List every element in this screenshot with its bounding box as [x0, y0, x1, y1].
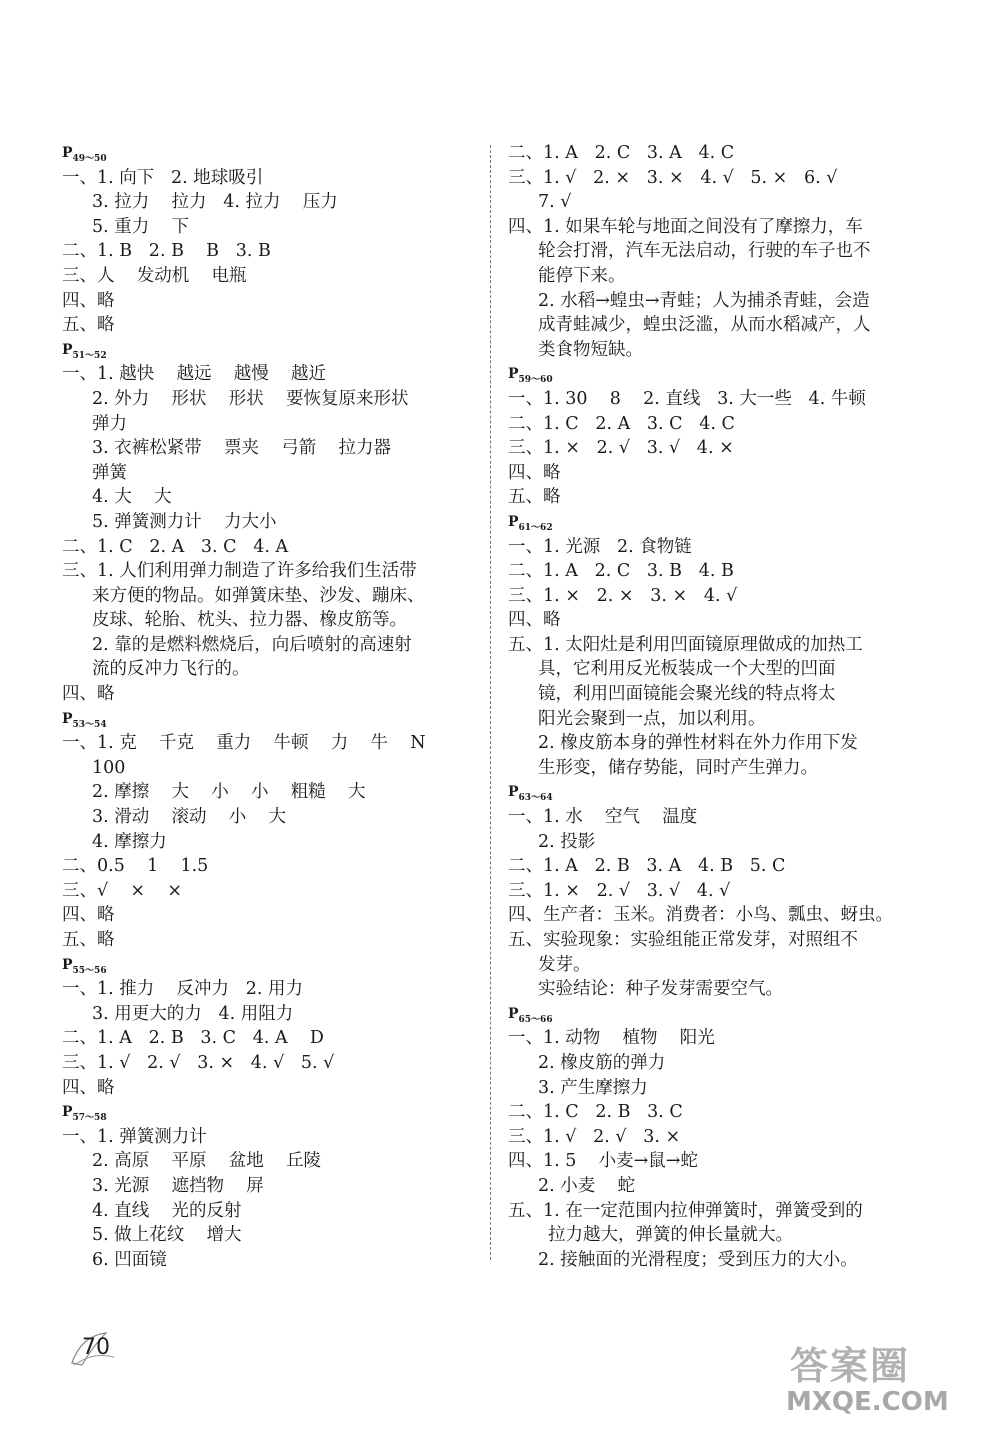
- answer-line: 三、1. × 2. √ 3. √ 4. ×: [508, 438, 734, 459]
- answer-line: 类食物短缺。: [538, 339, 643, 360]
- section-heading-range: 61～62: [518, 522, 553, 533]
- answer-line: 生形变，储存势能，同时产生弹力。: [538, 757, 818, 778]
- answer-line: 五、略: [62, 315, 115, 336]
- answer-line: 3. 拉力 拉力 4. 拉力 压力: [92, 192, 338, 213]
- watermark: [786, 1335, 990, 1435]
- section-heading-range: 51～52: [72, 350, 107, 361]
- answer-line: 一、1. 光源 2. 食物链: [508, 536, 692, 557]
- answer-line: 三、√ × ×: [62, 880, 182, 901]
- section-heading: [508, 1002, 918, 1027]
- answer-line: 一、1. 向下 2. 地球吸引: [62, 167, 264, 188]
- answer-line: 3. 滑动 滚动 小 大: [92, 807, 287, 828]
- answer-line: 2. 橡皮筋本身的弹性材料在外力作用下发: [538, 733, 858, 754]
- answer-line: 二、1. A 2. B 3. C 4. A D: [62, 1028, 324, 1049]
- answer-line: 来方便的物品。如弹簧床垫、沙发、蹦床、: [92, 585, 425, 606]
- section-heading-letter: P: [62, 1104, 73, 1121]
- answer-line: 一、1. 克 千克 重力 牛顿 力 牛 N: [62, 733, 426, 754]
- answer-line: 五、1. 在一定范围内拉伸弹簧时，弹簧受到的: [508, 1200, 863, 1221]
- right-answer-column: [508, 141, 918, 1272]
- section-heading: [508, 780, 918, 805]
- answer-line: 一、1. 弹簧测力计: [62, 1126, 207, 1147]
- section-heading: [62, 338, 472, 363]
- answer-line: 拉力越大，弹簧的伸长量就大。: [548, 1225, 793, 1246]
- answer-line: 三、1. √ 2. × 3. × 4. √ 5. × 6. √: [508, 167, 838, 188]
- answer-line: 能停下来。: [538, 265, 626, 286]
- answer-line: 五、实验现象：实验组能正常发芽，对照组不: [508, 930, 858, 950]
- column-divider: [490, 145, 491, 1260]
- answer-line: 二、1. A 2. C 3. A 4. C: [508, 143, 735, 163]
- answer-line: 四、1. 5 小麦→鼠→蛇: [508, 1151, 698, 1172]
- answer-line: 5. 做上花纹 增大: [92, 1225, 242, 1246]
- section-heading-range: 53～54: [72, 719, 107, 730]
- answer-line: 4. 直线 光的反射: [92, 1200, 242, 1221]
- answer-line: 三、人 发动机 电瓶: [62, 265, 247, 286]
- answer-line: 2. 靠的是燃料燃烧后，向后喷射的高速射: [92, 634, 412, 655]
- answer-line: 2. 水稻→蝗虫→青蛙；人为捕杀青蛙，会造: [538, 290, 870, 311]
- section-heading-letter: P: [62, 145, 73, 161]
- answer-line: 4. 摩擦力: [92, 831, 167, 852]
- section-heading: [62, 141, 472, 166]
- answer-line: 二、0.5 1 1.5: [62, 856, 209, 877]
- answer-line: 100: [92, 757, 126, 778]
- answer-line: 5. 弹簧测力计 力大小: [92, 511, 277, 532]
- answer-line: 2. 小麦 蛇: [538, 1175, 636, 1196]
- answer-line: 四、略: [62, 1077, 115, 1098]
- answer-line: 二、1. B 2. B B 3. B: [62, 241, 271, 262]
- section-heading-range: 65～66: [518, 1014, 553, 1025]
- section-heading-letter: P: [62, 341, 73, 358]
- answer-line: 一、1. 动物 植物 阳光: [508, 1028, 715, 1049]
- answer-line: 发芽。: [538, 954, 591, 975]
- answer-line: 弹簧: [92, 462, 127, 483]
- answer-line: 3. 衣裤松紧带 票夹 弓箭 拉力器: [92, 438, 392, 459]
- section-heading: [62, 707, 472, 732]
- answer-line: 三、1. √ 2. √ 3. ×: [508, 1126, 681, 1147]
- section-heading-letter: P: [508, 513, 519, 530]
- answer-line: 2. 外力 形状 形状 要恢复原来形状: [92, 388, 409, 409]
- answer-line: 流的反冲力飞行的。: [92, 659, 250, 680]
- answer-line: 二、1. C 2. A 3. C 4. A: [62, 536, 289, 557]
- answer-line: 5. 重力 下: [92, 216, 190, 237]
- answer-line: 阳光会聚到一点，加以利用。: [538, 708, 766, 729]
- answer-line: 三、1. 人们利用弹力制造了许多给我们生活带: [62, 561, 417, 582]
- page-number-text: 70: [82, 1335, 110, 1360]
- section-heading: [62, 953, 472, 978]
- answer-line: 一、1. 水 空气 温度: [508, 807, 698, 828]
- watermark-url: MXQE.COM: [786, 1387, 949, 1417]
- section-heading-range: 63～64: [518, 793, 553, 804]
- answer-line: 镜，利用凹面镜能会聚光线的特点将太: [538, 684, 836, 705]
- answer-line: 2. 摩擦 大 小 小 粗糙 大: [92, 782, 366, 803]
- section-heading: [508, 510, 918, 535]
- watermark-logo: 答案圈: [790, 1344, 911, 1388]
- answer-line: 二、1. C 2. B 3. C: [508, 1102, 683, 1123]
- answer-line: 四、略: [62, 290, 115, 311]
- section-heading-letter: P: [508, 1005, 519, 1022]
- answer-line: 四、略: [508, 462, 561, 483]
- page-number: [68, 1327, 148, 1369]
- answer-line: 五、略: [508, 487, 561, 508]
- answer-line: 三、1. √ 2. √ 3. × 4. √ 5. √: [62, 1052, 335, 1073]
- section-heading-letter: P: [508, 784, 519, 801]
- answer-line: 三、1. × 2. × 3. × 4. √: [508, 585, 738, 606]
- answer-line: 轮会打滑，汽车无法启动，行驶的车子也不: [538, 241, 871, 262]
- answer-line: 3. 用更大的力 4. 用阻力: [92, 1003, 294, 1024]
- section-heading: [508, 362, 918, 387]
- answer-line: 四、略: [62, 905, 115, 926]
- answer-line: 四、1. 如果车轮与地面之间没有了摩擦力，车: [508, 216, 863, 237]
- section-heading-range: 59～60: [518, 375, 553, 386]
- answer-line: 三、1. × 2. √ 3. √ 4. √: [508, 880, 731, 901]
- section-heading-range: 49～50: [72, 153, 107, 164]
- answer-line: 二、1. C 2. A 3. C 4. C: [508, 413, 735, 434]
- answer-line: 具，它利用反光板装成一个大型的凹面: [538, 659, 836, 680]
- answer-line: 四、生产者：玉米。消费者：小鸟、瓢虫、蚜虫。: [508, 905, 893, 926]
- section-heading: [62, 1100, 472, 1125]
- answer-line: 皮球、轮胎、枕头、拉力器、橡皮筋等。: [92, 610, 407, 631]
- answer-line: 2. 橡皮筋的弹力: [538, 1052, 666, 1073]
- answer-line: 五、1. 太阳灶是利用凹面镜原理做成的加热工: [508, 634, 863, 655]
- answer-line: 2. 接触面的光滑程度；受到压力的大小。: [538, 1249, 858, 1270]
- answer-line: 一、1. 30 8 2. 直线 3. 大一些 4. 牛顿: [508, 388, 866, 409]
- section-heading-range: 57～58: [72, 1112, 107, 1123]
- answer-line: 2. 高原 平原 盆地 丘陵: [92, 1151, 322, 1172]
- answer-line: 二、1. A 2. C 3. B 4. B: [508, 561, 734, 582]
- section-heading-letter: P: [62, 956, 73, 973]
- answer-line: 2. 投影: [538, 831, 596, 852]
- answer-line: 二、1. A 2. B 3. A 4. B 5. C: [508, 856, 786, 877]
- answer-line: 4. 大 大: [92, 487, 172, 508]
- answer-line: 五、略: [62, 930, 115, 950]
- section-heading-range: 55～56: [72, 965, 107, 976]
- answer-line: 弹力: [92, 413, 127, 434]
- left-answer-column: [62, 141, 472, 1272]
- answer-line: 一、1. 推力 反冲力 2. 用力: [62, 979, 303, 1000]
- answer-line: 四、略: [62, 684, 115, 705]
- answer-line: 3. 光源 遮挡物 屏: [92, 1175, 264, 1196]
- section-heading-letter: P: [508, 366, 519, 383]
- answer-line: 6. 凹面镜: [92, 1249, 167, 1270]
- answer-line: 7. √: [538, 192, 572, 213]
- answer-line: 四、略: [508, 610, 561, 631]
- answer-line: 3. 产生摩擦力: [538, 1077, 648, 1098]
- answer-line: 一、1. 越快 越远 越慢 越近: [62, 364, 327, 385]
- answer-line: 实验结论：种子发芽需要空气。: [538, 979, 783, 1000]
- section-heading-letter: P: [62, 710, 73, 727]
- answer-line: 成青蛙减少，蝗虫泛滥，从而水稻减产，人: [538, 315, 871, 336]
